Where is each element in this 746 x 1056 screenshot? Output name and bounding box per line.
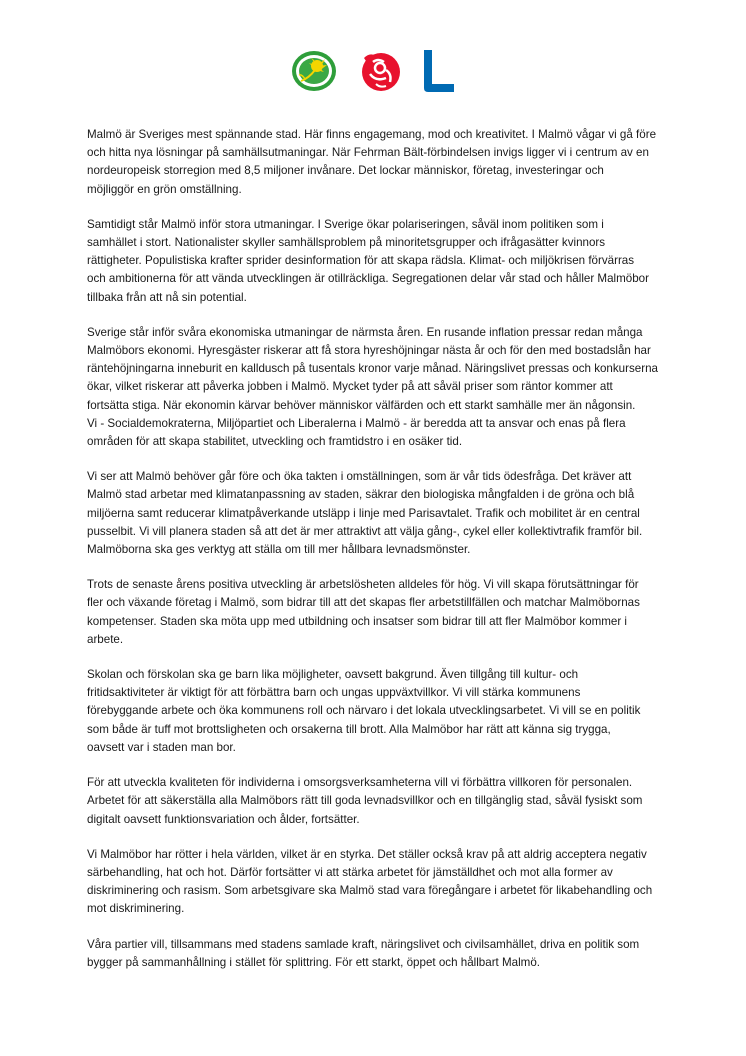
letter-l-icon bbox=[418, 50, 458, 94]
paragraph-closing: Våra partier vill, tillsammans med stadens samlade kraft, näringslivet och civilsamhället, driva en politik som bygger på sammanhållning i stället för splittring. För ett starkt, öppet och hållbart Malmö. bbox=[87, 937, 640, 969]
dandelion-sun-icon bbox=[291, 50, 337, 92]
paragraph-discrimination: Vi Malmöbor har rötter i hela världen, vilket är en styrka. Det ställer också krav på att aldrig acceptera negativ särbehandling, hat och hot. Därför fortsätter vi att stärka arbetet för jämställdhet och mot alla former av diskriminering och rasism. Som arbetsgivare ska Malmö stad vara föregångare i arbetet för likabehandling och mot diskriminering. bbox=[87, 847, 653, 916]
party-logos-header bbox=[0, 48, 746, 96]
paragraph-climate: Vi ser att Malmö behöver går före och öka takten i omställningen, som är vår tids ödesfråga. Det kräver att Malmö stad arbetar med klimatanpassning av staden, säkrar den biologiska mångfalden i de gröna och blå miljöerna samt reducerar klimatpåverkande utsläpp i linje med Parisavtalet. Trafik och mobilitet är en central pusselbit. Vi vill planera staden så att det är mer attraktivt att välja gång-, cykel eller kollektivtrafik framför bil. Malmöborna ska ges verktyg att ställa om till mer hållbara levnadsmönster. bbox=[87, 470, 643, 557]
paragraph-economy: Sverige står inför svåra ekonomiska utmaningar de närmsta åren. En rusande inflation pressar redan många Malmöbors ekonomi. Hyresgäster riskerar att få stora hyreshöjningar nästa år och för den med bostadslån har räntehöjningarna inneburit en kalldusch på tusentals kronor varje månad. Näringslivet pressas och konkurserna ökar, vilket riskerar att påverka jobben i Malmö. Mycket tyder på att såväl priser som räntor kommer att fortsätta stiga. När ekonomin kärvar behöver människor välfärden och ett starkt samhälle mer än någonsin. Vi - Socialdemokraterna, Miljöpartiet och Liberalerna i Malmö - är beredda att ta ansvar och enas på flera områden för att skapa stabilitet, utveckling och framtidstro i en osäker tid. bbox=[87, 325, 658, 449]
paragraph-challenges: Samtidigt står Malmö inför stora utmaningar. I Sverige ökar polariseringen, såväl inom politiken som i samhället i stort. Nationalister skyller samhällsproblem på minoritetsgrupper och ifrågasätter kvinnors rättigheter. Populistiska krafter sprider desinformation för att skapa rädsla. Klimat- och miljökrisen förvärras och ambitionerna för att vända utvecklingen är otillräckliga. Segregationen delar vår stad och håller Malmöbor tillbaka från att nå sin potential. bbox=[87, 217, 649, 304]
paragraph-school-safety: Skolan och förskolan ska ge barn lika möjligheter, oavsett bakgrund. Även tillgång till kultur- och fritidsaktiviteter är viktigt för att förbättra barn och ungas uppväxtvillkor. Vi vill stärka kommunens förebyggande arbete och öka kommunens roll och närvaro i det lokala utvecklingsarbetet. Vi vill se en politik som både är tuff mot brottsligheten och orsakerna till brott. Alla Malmöbor har rätt att känna sig trygga, oavsett var i staden man bor. bbox=[87, 668, 641, 754]
rose-icon bbox=[356, 48, 402, 94]
paragraph-employment: Trots de senaste årens positiva utveckling är arbetslösheten alldeles för hög. Vi vill skapa förutsättningar för fler och växande företag i Malmö, som bidrar till att det skapas fler arbetstillfällen och matchar Malmöbornas kompetenser. Staden ska möta upp med utbildning och insatser som bidrar till att fler Malmöbor kommer i arbete. bbox=[87, 578, 640, 646]
document-body bbox=[87, 126, 667, 989]
paragraph-intro: Malmö är Sveriges mest spännande stad. Här finns engagemang, mod och kreativitet. I Malmö vågar vi gå före och hitta nya lösningar på samhällsutmaningar. När Fehrman Bält-förbindelsen invigs ligger vi i centrum av en nordeuropeisk storregion med 8,5 miljoner invånare. Det lockar människor, företag, investeringar och möjliggör en grön omställning. bbox=[87, 128, 657, 196]
paragraph-care: För att utveckla kvaliteten för individerna i omsorgsverksamheterna vill vi förbättra villkoren för personalen. Arbetet för att säkerställa alla Malmöbors rätt till goda levnadsvillkor och en tillgänglig stad, såväl fysiskt som digitalt oavsett funktionsvariation och ålder, fortsätter. bbox=[87, 776, 643, 826]
